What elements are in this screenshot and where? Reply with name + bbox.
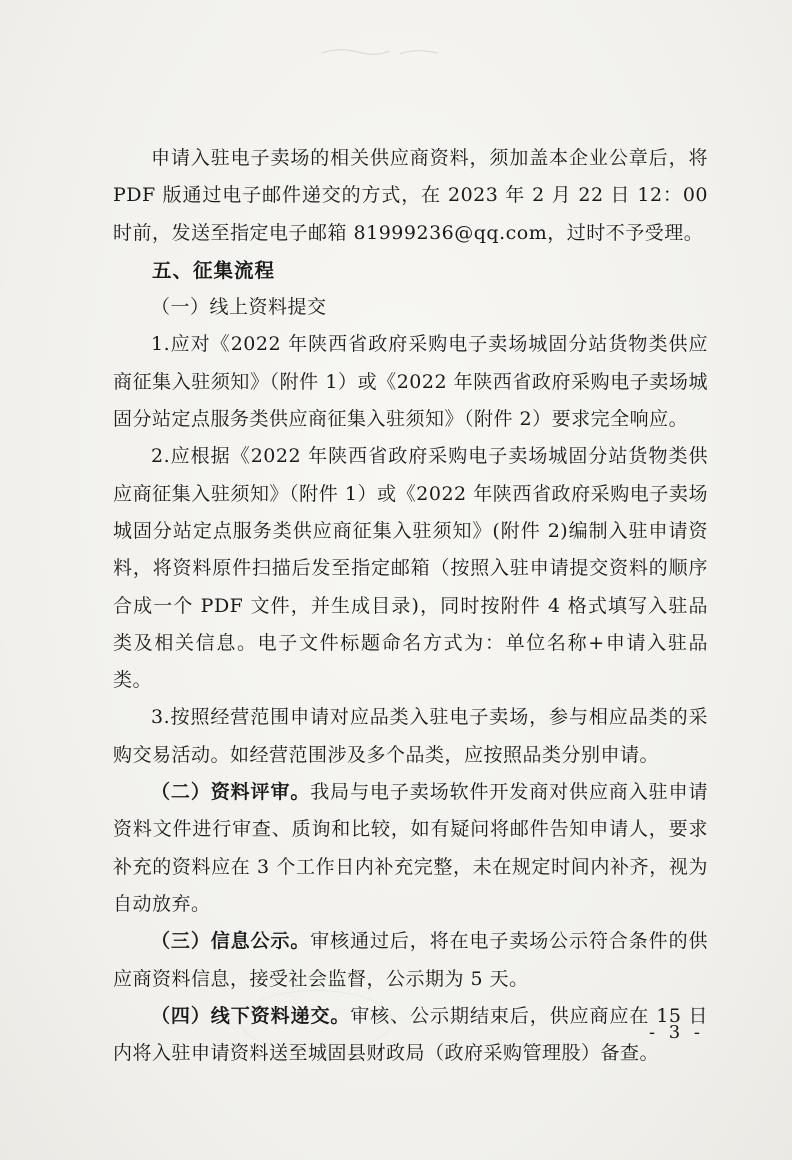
subsection-publicity — [113, 923, 708, 998]
section-heading-collection-process: 五、征集流程 — [152, 258, 276, 282]
subsection-publicity-heading: （三）信息公示。 — [151, 930, 311, 953]
subsection-heading-online-submission: （一）线上资料提交 — [151, 296, 327, 319]
subsection-offline-heading: （四）线下资料递交。 — [151, 1004, 351, 1027]
subsection-review — [113, 774, 708, 923]
subsection-review-heading: （二）资料评审。 — [151, 781, 311, 804]
list-item-2: 2.应根据《2022 年陕西省政府采购电子卖场城固分站货物类供应商征集入驻须知》（附件 1）或《2022 年陕西省政府采购电子卖场城固分站定点服务类供应商征集入驻须知》(附件 2)编制入驻申请资料，将资料原件扫描后发至指定邮箱（按照入驻申请提交资料的顺序合成一个 PDF 文件，并生成目录)，同时按附件 4 格式填写入驻品类及相关信息。电子文件标题命名方式为：单位名称+申请入驻品类。 — [113, 445, 708, 692]
scan-artifact-mark — [320, 44, 440, 58]
subsection-publicity-body: 审核通过后，将在电子卖场公示符合条件的供应商资料信息，接受社会监督，公示期为 5 天。 — [113, 930, 708, 990]
page-number: - 3 - — [648, 1022, 704, 1043]
subsection-offline-body: 审核、公示期结束后，供应商应在 15 日内将入驻申请资料送至城固县财政局（政府采购管理股）备查。 — [113, 1004, 708, 1065]
document-body — [113, 140, 708, 1072]
paragraph-submission-notice: 申请入驻电子卖场的相关供应商资料，须加盖本企业公章后，将 PDF 版通过电子邮件递交的方式，在 2023 年 2 月 22 日 12：00 时前，发送至指定电子邮箱 81999236@qq.com，过时不予受理。 — [113, 147, 708, 244]
list-item-1: 1.应对《2022 年陕西省政府采购电子卖场城固分站货物类供应商征集入驻须知》（附件 1）或《2022 年陕西省政府采购电子卖场城固分站定点服务类供应商征集入驻须知》（附件 2）要求完全响应。 — [113, 333, 708, 431]
list-item-3: 3.按照经营范围申请对应品类入驻电子卖场，参与相应品类的采购交易活动。如经营范围涉及多个品类，应按照品类分别申请。 — [113, 706, 708, 766]
subsection-offline-delivery — [113, 998, 708, 1073]
subsection-review-body: 我局与电子卖场软件开发商对供应商入驻申请资料文件进行审查、质询和比较，如有疑问将邮件告知申请人，要求补充的资料应在 3 个工作日内补充完整，未在规定时间内补齐，视为自动放弃。 — [113, 781, 708, 915]
